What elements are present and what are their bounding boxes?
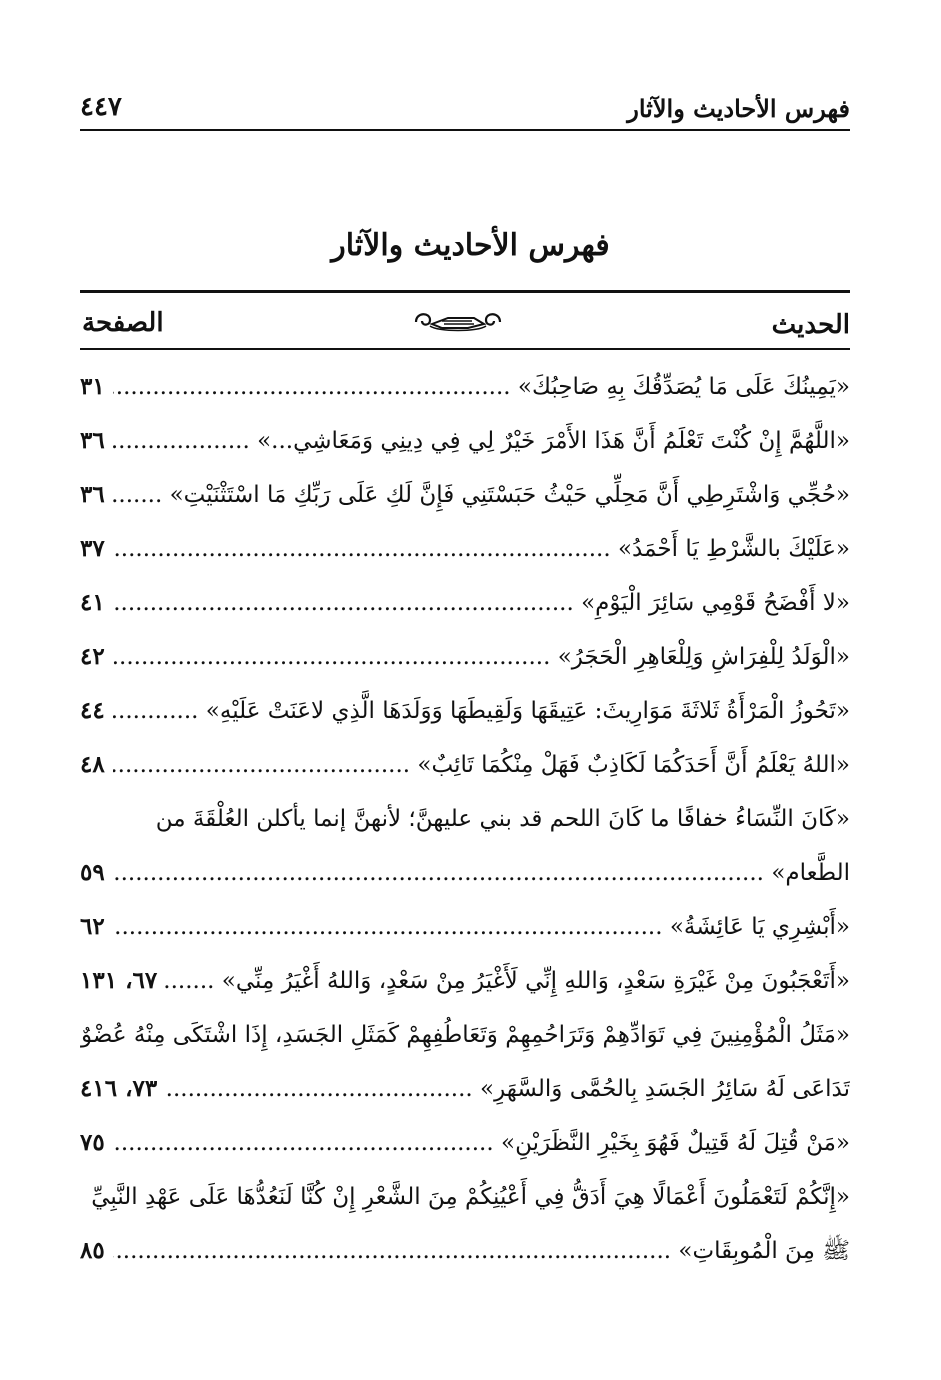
running-header: [80, 88, 850, 128]
entry-text: «لا أَفْضَحُ قَوْمِي سَائِرَ الْيَوْمِ» .....: [113, 576, 850, 630]
index-entry: [80, 738, 850, 792]
index-entry: [80, 468, 850, 522]
index-entry: [80, 954, 850, 1008]
entry-text: «اللَّهُمَّ إِنْ كُنْتَ تَعْلَمُ أَنَّ هَذَا الأَمْرَ خَيْرٌ لِي فِي دِينِي وَمَعَاشِي...» .....: [113, 414, 850, 468]
entry-text: «أَبْشِرِي يَا عَائِشَةُ» .....: [113, 900, 850, 954]
entry-page-number: ٣٧: [80, 535, 105, 562]
index-entry: [80, 900, 850, 954]
entry-text: «حُجِّي وَاشْتَرِطِي أَنَّ مَحِلِّي حَيْثُ حَبَسْتَنِي فَإِنَّ لَكِ عَلَى رَبِّكِ مَا اسْتَثْنَيْتِ» .....: [113, 468, 850, 522]
entry-page-number: ٦٢: [80, 913, 105, 940]
entry-page-number: ٣٦: [80, 481, 105, 508]
entry-page-number: ٧٥: [80, 1129, 105, 1156]
index-entry: [80, 576, 850, 630]
column-header-hadith: الحديث: [771, 310, 850, 340]
entry-text: «مَنْ قُتِلَ لَهُ قَتِيلٌ فَهُوَ بِخَيْرِ النَّظَرَيْنِ» .....: [113, 1116, 850, 1170]
table-top-rule: [80, 290, 850, 293]
entry-text-line1: «مَثَلُ الْمُؤْمِنِينَ فِي تَوَادِّهِمْ وَتَرَاحُمِهِمْ وَتَعَاطُفِهِمْ كَمَثَلِ الجَسَدِ، إِذَا اشْتَكَى مِنْهُ عُضْوٌ: [81, 1022, 850, 1048]
entry-text-line2: تَدَاعَى لَهُ سَائِرُ الجَسَدِ بِالحُمَّى وَالسَّهَرِ» .....: [165, 1062, 850, 1116]
entry-page-number: ٦٧، ١٣١: [80, 967, 158, 994]
entry-page-number: ٧٣، ٤١٦: [80, 1075, 158, 1102]
entry-page-number: ٤٢: [80, 643, 105, 670]
index-entry: [80, 360, 850, 414]
entry-text: «أَتَعْجَبُونَ مِنْ غَيْرَةِ سَعْدٍ، وَاللهِ إِنِّي لَأَغْيَرُ مِنْ سَعْدٍ، وَاللهُ أَغْيَرُ مِنِّي» .....: [165, 954, 850, 1008]
entry-text: «تَحُوزُ الْمَرْأَةُ ثَلاثَةَ مَوَارِيثَ: عَتِيقَهَا وَلَقِيطَهَا وَوَلَدَهَا الَّذِي لاعَنَتْ عَلَيْهِ» .....: [113, 684, 850, 738]
hadith-index-list: [80, 360, 850, 1278]
index-entry: [80, 684, 850, 738]
index-entry: [80, 630, 850, 684]
entry-text-line1: «إِنَّكُمْ لَتَعْمَلُونَ أَعْمَالًا هِيَ أَدَقُّ فِي أَعْيُنِكُمْ مِنَ الشَّعْرِ إِنْ كُنَّا لَنَعُدُّهَا عَلَى عَهْدِ النَّبِيِّ: [91, 1184, 850, 1210]
column-header-rule: [80, 348, 850, 350]
entry-page-number: ٣٦: [80, 427, 105, 454]
entry-text: «الْوَلَدُ لِلْفِرَاشِ وَلِلْعَاهِرِ الْحَجَرُ» .....: [113, 630, 850, 684]
ornament-icon: [408, 306, 508, 338]
entry-text-line2: الطَّعام» .....: [113, 846, 850, 900]
page-title: فهرس الأحاديث والآثار: [331, 228, 610, 263]
entry-text: «اللهُ يَعْلَمُ أَنَّ أَحَدَكُمَا لَكَاذِبٌ فَهَلْ مِنْكُمَا تَائِبٌ» .....: [113, 738, 850, 792]
index-entry: [80, 1170, 850, 1278]
entry-text: «يَمِينُكَ عَلَى مَا يُصَدِّقُكَ بِهِ صَاحِبُكَ» .....: [113, 360, 850, 414]
index-entry: [80, 414, 850, 468]
running-header-title: فهرس الأحاديث والآثار: [627, 94, 850, 123]
entry-page-number: ٤٤: [80, 697, 105, 724]
index-entry: [80, 792, 850, 900]
entry-text-line1: «كَانَ النِّسَاءُ خفافًا ما كَانَ اللحم قد بني عليهنَّ؛ لأنهنَّ إنما يأكلن العُلْقَةَ من: [155, 806, 850, 832]
index-entry: [80, 522, 850, 576]
entry-text-line2: ﷺ مِنَ الْمُوبِقَاتِ» .....: [113, 1224, 850, 1278]
index-entry: [80, 1116, 850, 1170]
running-header-page-number: ٤٤٧: [80, 92, 122, 122]
column-header-page: الصفحة: [82, 308, 164, 338]
entry-page-number: ٥٩: [80, 859, 105, 886]
entry-page-number: ٨٥: [80, 1237, 105, 1264]
entry-page-number: ٣١: [80, 373, 105, 400]
entry-text: «عَلَيْكَ بالشَّرْطِ يَا أَحْمَدُ» .....: [113, 522, 850, 576]
entry-page-number: ٤١: [80, 589, 105, 616]
entry-page-number: ٤٨: [80, 751, 105, 778]
header-rule: [80, 129, 850, 131]
index-entry: [80, 1008, 850, 1116]
